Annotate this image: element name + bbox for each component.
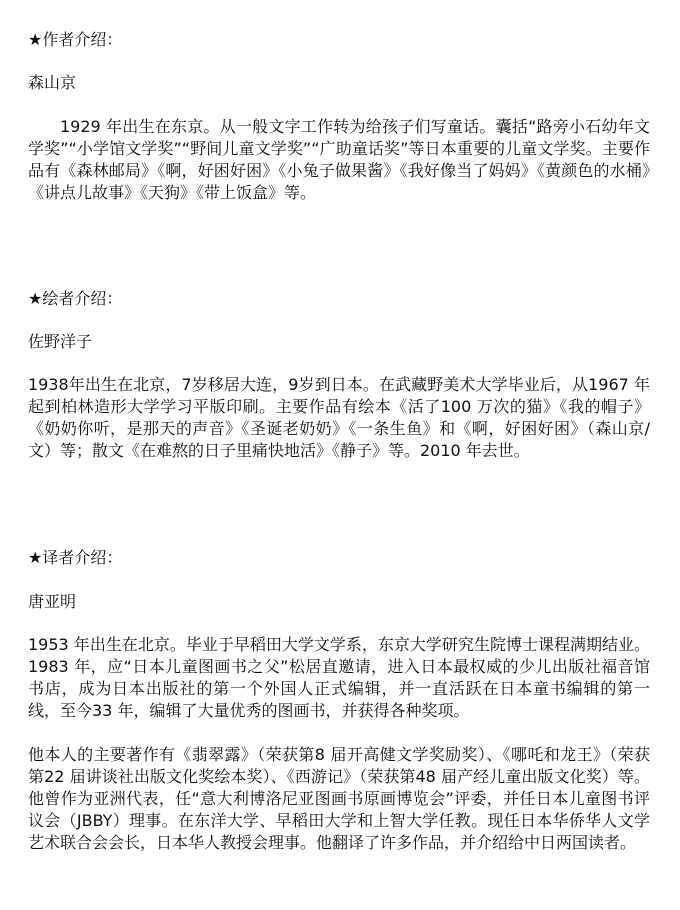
- translator-bio-paragraph-2: 他本人的主要著作有《翡翠露》（荣获第8 届开高健文学奖励奖）、《哪吒和龙王》（荣获第22 届讲谈社出版文化奖绘本奖）、《西游记》（荣获第48 届产经儿童出版文化奖）等。他曾作为亚洲代表，任“意大利博洛尼亚图画书原画博览会”评委，并任日本儿童图书评议会（JBBY）理事。在东洋大学、早稻田大学和上智大学任教。现任日本华侨华人文学艺术联合会会长，日本华人教授会理事。他翻译了许多作品，并介绍给中日两国读者。: [28, 745, 650, 852]
- translator-heading: ★译者介绍：: [28, 548, 123, 567]
- illustrator-name: 佐野洋子: [28, 332, 93, 351]
- author-heading: ★作者介绍：: [28, 30, 123, 49]
- illustrator-heading: ★绘者介绍：: [28, 289, 123, 308]
- translator-name: 唐亚明: [28, 592, 77, 611]
- author-name: 森山京: [28, 73, 77, 92]
- author-bio: 1929 年出生在东京。从一般文字工作转为给孩子们写童话。囊括“路旁小石幼年文学奖”“小学馆文学奖”“野间儿童文学奖”“广助童话奖”等日本重要的儿童文学奖。主要作品有《森林邮局》《啊，好困好困》《小兔子做果酱》《我好像当了妈妈》《黄颜色的水桶》《讲点儿故事》《天狗》《带上饭盒》等。: [28, 117, 650, 202]
- illustrator-bio: 1938年出生在北京，7岁移居大连，9岁到日本。在武藏野美术大学毕业后，从1967 年起到柏林造形大学学习平版印刷。主要作品有绘本《活了100 万次的猫》《我的帽子》《奶奶你听，是那天的声音》《圣诞老奶奶》《一条生鱼》和《啊，好困好困》（森山京/ 文）等；散文《在难熬的日子里痛快地活》《静子》等。2010 年去世。: [28, 375, 650, 460]
- translator-bio-paragraph-1: 1953 年出生在北京。毕业于早稻田大学文学系，东京大学研究生院博士课程满期结业。1983 年，应“日本儿童图画书之父”松居直邀请，进入日本最权威的少儿出版社福音馆书店，成为日本出版社的第一个外国人正式编辑，并一直活跃在日本童书编辑的第一线，至今33 年，编辑了大量优秀的图画书，并获得各种奖项。: [28, 635, 650, 720]
